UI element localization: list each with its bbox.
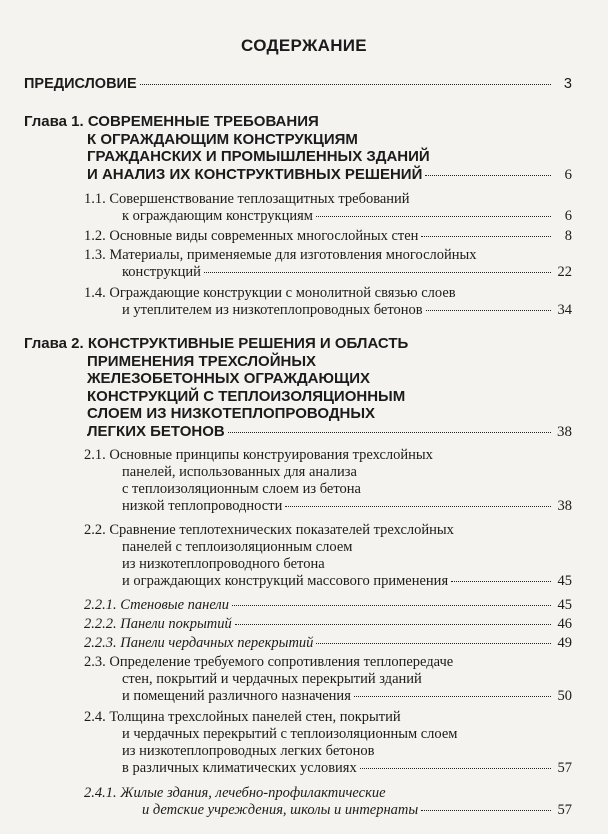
chapter-title-line: Глава 1. СОВРЕМЕННЫЕ ТРЕБОВАНИЯ [24, 113, 319, 130]
leader-dots [426, 310, 551, 311]
toc-entry-2-2-3 [84, 635, 572, 652]
page-number: 49 [557, 635, 572, 651]
leader-dots [316, 216, 551, 217]
toc-entry-2-2-1 [84, 597, 572, 614]
entry-label: панелей с теплоизоляционным слоем [122, 539, 353, 555]
leader-dots [232, 605, 551, 606]
entry-label: низкой теплопроводности [122, 498, 283, 514]
chapter-title-line: СЛОЕМ ИЗ НИЗКОТЕПЛОПРОВОДНЫХ [87, 405, 376, 422]
chapter-title-line: ЛЕГКИХ БЕТОНОВ [87, 422, 225, 440]
chapter-title-line: Глава 2. КОНСТРУКТИВНЫЕ РЕШЕНИЯ И ОБЛАСТЬ [24, 335, 409, 352]
entry-label: и помещений различного назначения [122, 688, 351, 704]
entry-label: 2.2. Сравнение теплотехнических показателей трехслойных [84, 522, 454, 538]
toc-entry-2-4-1 [84, 785, 572, 819]
chapter-title-line: КОНСТРУКЦИЙ С ТЕПЛОИЗОЛЯЦИОННЫМ [87, 387, 406, 405]
entry-label: 1.3. Материалы, применяемые для изготовления многослойных [84, 247, 477, 263]
toc-entry-2-3 [84, 654, 572, 705]
entry-label: с теплоизоляционным слоем из бетона [122, 481, 361, 497]
toc-entry-1-2 [84, 228, 572, 245]
entry-label: ПРЕДИСЛОВИЕ [24, 76, 137, 92]
entry-label: и утеплителем из низкотеплопроводных бетонов [122, 302, 423, 318]
toc-entry-2-2 [84, 522, 572, 590]
page-title: СОДЕРЖАНИЕ [241, 36, 367, 55]
chapter-title-line: ЖЕЛЕЗОБЕТОННЫХ ОГРАЖДАЮЩИХ [87, 370, 371, 387]
page-number: 45 [557, 573, 572, 589]
leader-dots [421, 236, 551, 237]
page-number: 57 [557, 760, 572, 776]
page-number: 45 [557, 597, 572, 613]
toc-entry-chapter-1 [24, 113, 572, 184]
leader-dots [421, 810, 551, 811]
entry-label: 1.4. Ограждающие конструкции с монолитной связью слоев [84, 285, 456, 301]
leader-dots [228, 432, 551, 433]
leader-dots [316, 643, 551, 644]
leader-dots [285, 506, 551, 507]
entry-label: 2.2.3. Панели чердачных перекрытий [84, 635, 314, 651]
entry-label: 2.2.1. Стеновые панели [84, 597, 229, 613]
chapter-title-line: И АНАЛИЗ ИХ КОНСТРУКТИВНЫХ РЕШЕНИЙ [87, 165, 423, 183]
entry-label: 2.2.2. Панели покрытий [84, 616, 232, 632]
page-number: 6 [564, 166, 572, 183]
leader-dots [204, 272, 551, 273]
entry-label: 2.3. Определение требуемого сопротивления теплопередаче [84, 654, 454, 670]
entry-label: и чердачных перекрытий с теплоизоляционным слоем [122, 726, 458, 742]
page-number: 57 [557, 802, 572, 818]
toc-entry-2-1 [84, 447, 572, 515]
entry-label: стен, покрытий и чердачных перекрытий зданий [122, 671, 422, 687]
entry-label: из низкотеплопроводного бетона [122, 556, 325, 572]
toc-entry-1-1 [84, 191, 572, 225]
chapter-title-line: К ОГРАЖДАЮЩИМ КОНСТРУКЦИЯМ [87, 130, 358, 148]
leader-dots [360, 768, 551, 769]
chapter-title-line: ПРИМЕНЕНИЯ ТРЕХСЛОЙНЫХ [87, 352, 317, 370]
leader-dots [451, 581, 551, 582]
toc-entry-preface [24, 76, 572, 93]
toc-entry-chapter-2 [24, 335, 572, 441]
entry-label: конструкций [122, 264, 201, 280]
page-number: 50 [557, 688, 572, 704]
toc-entry-1-3 [84, 247, 572, 281]
leader-dots [140, 84, 551, 85]
page-number: 38 [557, 423, 572, 440]
toc-entry-2-2-2 [84, 616, 572, 633]
page-number: 22 [557, 264, 572, 280]
page-number: 8 [564, 228, 572, 244]
entry-label: из низкотеплопроводных легких бетонов [122, 743, 375, 759]
entry-label: и ограждающих конструкций массового применения [122, 573, 449, 589]
entry-label: 1.2. Основные виды современных многослойных стен [84, 228, 419, 244]
entry-label: и детские учреждения, школы и интернаты [142, 802, 419, 818]
entry-label: к ограждающим конструкциям [122, 208, 313, 224]
page-number: 6 [564, 208, 572, 224]
toc-entry-2-4 [84, 709, 572, 777]
entry-label: панелей, использованных для анализа [122, 464, 357, 480]
entry-label: в различных климатических условиях [122, 760, 357, 776]
entry-label: 2.4.1. Жилые здания, лечебно-профилактические [84, 785, 386, 801]
page-number: 3 [563, 76, 572, 92]
leader-dots [425, 175, 551, 176]
toc-entry-1-4 [84, 285, 572, 319]
page-number: 34 [557, 302, 572, 318]
entry-label: 1.1. Совершенствование теплозащитных требований [84, 191, 410, 207]
entry-label: 2.1. Основные принципы конструирования трехслойных [84, 447, 433, 463]
chapter-title-line: ГРАЖДАНСКИХ И ПРОМЫШЛЕННЫХ ЗДАНИЙ [87, 148, 430, 165]
page-number: 46 [557, 616, 572, 632]
page-number: 38 [557, 498, 572, 514]
entry-label: 2.4. Толщина трехслойных панелей стен, покрытий [84, 709, 401, 725]
leader-dots [235, 624, 551, 625]
leader-dots [354, 696, 551, 697]
